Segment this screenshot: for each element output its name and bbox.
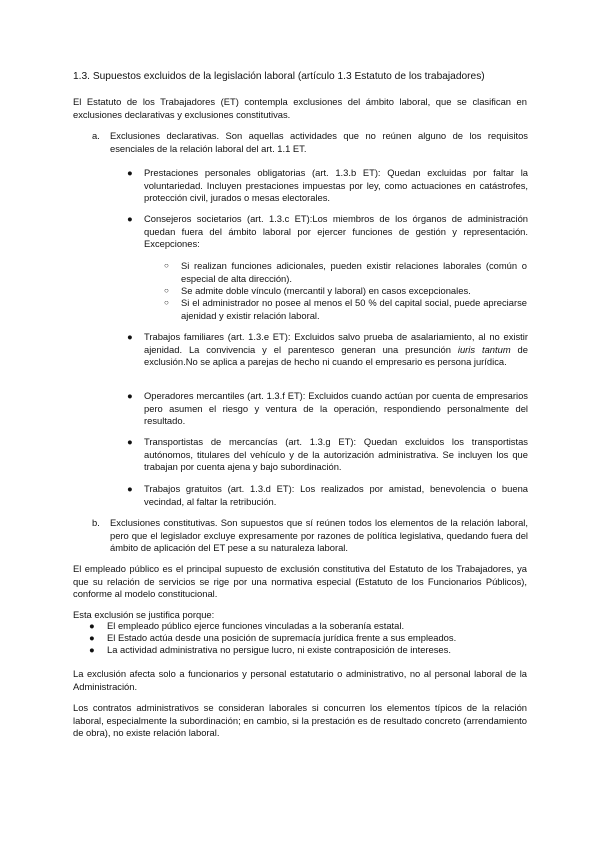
scope-paragraph: La exclusión afecta solo a funcionarios y personal estatutario o administrativo, no al personal laboral de la Administración.	[73, 668, 527, 692]
sub-bullet-double-link: Se admite doble vínculo (mercantil y laboral) en casos excepcionales.	[181, 285, 471, 296]
bullet-glyph: ●	[89, 632, 95, 643]
bullet-family-work: Trabajos familiares (art. 1.3.e ET): Excluidos salvo prueba de asalariamiento, al no existir ajenidad. La convivencia y el parentesco generan una presunción iuris tantum de exclusión.No se aplica a parejas de hecho ni cuando el empresario es persona jurídica.	[144, 331, 528, 368]
bullet-glyph: ●	[89, 644, 95, 655]
bullet-glyph: ●	[127, 213, 133, 224]
justification-item: El empleado público ejerce funciones vinculadas a la soberanía estatal.	[107, 620, 405, 631]
bullet-glyph: ●	[89, 620, 95, 631]
declarative-exclusions-text: Exclusiones declarativas. Son aquellas actividades que no reúnen alguno de los requisitos esenciales de la relación laboral del art. 1.1 ET.	[110, 130, 528, 154]
constitutive-exclusions-text: Exclusiones constitutivas. Son supuestos que sí reúnen todos los elementos de la relación laboral, pero que el legislador excluye expresamente por razones de política legislativa, quedando fuera del ámbito de aplicación del ET pese a su naturaleza laboral.	[110, 517, 528, 554]
circle-glyph: ○	[164, 286, 169, 295]
bullet-glyph: ●	[127, 436, 133, 447]
public-employee-paragraph: El empleado público es el principal supuesto de exclusión constitutiva del Estatuto de los Trabajadores, ya que su relación de servicios se rige por una normativa especial (Estatuto de los Funcionarios Públicos), conforme al modelo constitucional.	[73, 563, 527, 600]
circle-glyph: ○	[164, 298, 169, 307]
list-marker-a: a.	[92, 130, 100, 141]
sub-bullet-additional-functions: Si realizan funciones adicionales, pueden existir relaciones laborales (común o especial de alta dirección).	[181, 260, 527, 284]
bullet-commercial-operators: Operadores mercantiles (art. 1.3.f ET): Excluidos cuando actúan por cuenta de empresarios pero asumen el riesgo y ventura de la operación, respondiendo personalmente del resultado.	[144, 390, 528, 427]
circle-glyph: ○	[164, 261, 169, 270]
justification-item: La actividad administrativa no persigue lucro, ni existe contraposición de intereses.	[107, 644, 451, 655]
sub-bullet-capital-share: Si el administrador no posee al menos el 50 % del capital social, puede apreciarse ajenidad y existir relación laboral.	[181, 297, 527, 321]
section-heading: 1.3. Supuestos excluidos de la legislación laboral (artículo 1.3 Estatuto de los trabajadores)	[73, 71, 485, 82]
bullet-glyph: ●	[127, 483, 133, 494]
justification-intro: Esta exclusión se justifica porque:	[73, 609, 215, 620]
bullet-board-members: Consejeros societarios (art. 1.3.c ET):Los miembros de los órganos de administración quedan fuera del ámbito laboral por ejercer funciones de gestión y representación. Excepciones:	[144, 213, 528, 250]
bullet-unpaid-work: Trabajos gratuitos (art. 1.3.d ET): Los realizados por amistad, benevolencia o buena vecindad, al faltar la retribución.	[144, 483, 528, 507]
bullet-personal-services: Prestaciones personales obligatorias (art. 1.3.b ET): Quedan excluidas por faltar la voluntariedad. Incluyen prestaciones impuestas por ley, como actuaciones en catástrofes, protección civil, jurados o mesas electorales.	[144, 167, 528, 204]
bullet-glyph: ●	[127, 390, 133, 401]
bullet-glyph: ●	[127, 167, 133, 178]
bullet-freight-carriers: Transportistas de mercancías (art. 1.3.g ET): Quedan excluidos los transportistas autónomos, titulares del vehículo y de la autorización administrativa. Se incluyen los que trabajan por cuenta ajena y bajo subordinación.	[144, 436, 528, 473]
intro-paragraph: El Estatuto de los Trabajadores (ET) contempla exclusiones del ámbito laboral, que se clasifican en exclusiones declarativas y exclusiones constitutivas.	[73, 96, 527, 120]
list-marker-b: b.	[92, 517, 100, 528]
justification-item: El Estado actúa desde una posición de supremacía jurídica frente a sus empleados.	[107, 632, 457, 643]
contracts-paragraph: Los contratos administrativos se consideran laborales si concurren los elementos típicos de la relación laboral, especialmente la subordinación; en cambio, si la prestación es de resultado concreto (arrendamiento de obra), no existe relación laboral.	[73, 702, 527, 739]
bullet-glyph: ●	[127, 331, 133, 342]
